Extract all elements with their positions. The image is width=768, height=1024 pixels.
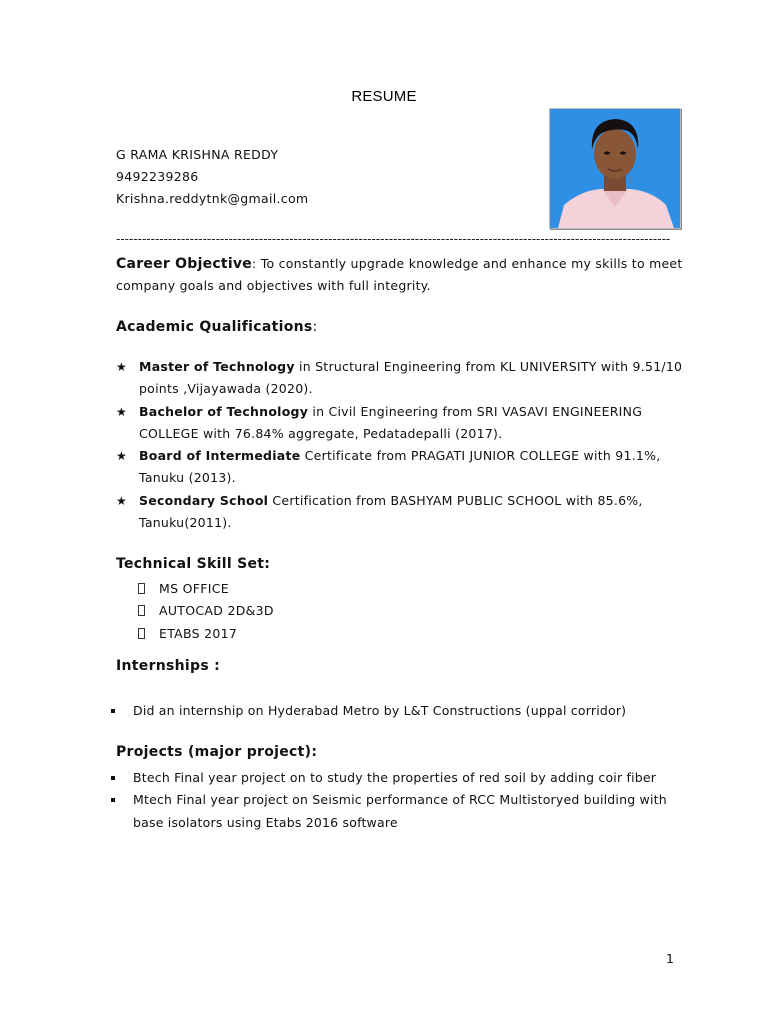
internships-heading: Internships : [116,658,221,674]
list-item [116,490,686,535]
qualification-title: Master of Technology [139,359,295,374]
email-address[interactable]: Krishna.reddytnk@gmail.com [116,191,309,206]
career-objective-text: : To constantly upgrade knowledge and enhance my skills to meet company goals and objectives with full integrity. [116,256,683,293]
qualification-details: in Civil Engineering from SRI VASAVI ENGINEERING COLLEGE with 76.84% aggregate, Pedatadepalli (2017). [139,403,643,441]
star-icon: ★ [116,404,128,419]
career-objective-heading: Career Objective [116,256,253,272]
project-text: Btech Final year project on to study the properties of red soil by adding coir fiber [133,770,657,785]
list-item [111,767,691,789]
list-item [111,700,691,722]
section-divider: -------------------------------------------------------------------------------------------------------------------------------- [116,232,671,246]
career-objective [116,253,686,297]
list-item [138,623,274,645]
profile-photo [549,108,681,229]
checkbox-icon [138,583,145,594]
skill-label: AUTOCAD 2D&3D [159,603,274,619]
square-bullet-icon [111,709,115,713]
academic-heading-text: Academic Qualifications [116,319,313,335]
qualification-details: in Structural Engineering from KL UNIVERSITY with 9.51/10 points ,Vijayawada (2020). [139,359,683,397]
skill-label: ETABS 2017 [159,625,238,641]
list-item [138,578,274,600]
list-item [116,445,686,490]
resume-title: RESUME [351,88,417,105]
list-item [116,356,686,401]
qualification-title: Board of Intermediate [139,448,301,464]
qualification-details: Certificate from PRAGATI JUNIOR COLLEGE with 91.1%, Tanuku (2013). [139,448,661,486]
academic-heading [116,319,318,335]
checkbox-icon [138,628,145,639]
qualification-title: Secondary School [139,492,269,508]
qualification-title: Bachelor of Technology [139,403,309,419]
list-item [138,600,274,622]
internship-text: Did an internship on Hyderabad Metro by L&T Constructions (uppal corridor) [133,703,627,718]
phone-number: 9492239286 [116,169,199,184]
star-icon: ★ [116,360,128,374]
academic-list [116,356,686,534]
list-item [111,789,691,834]
qualification-details: Certification from BASHYAM PUBLIC SCHOOL with 85.6%, Tanuku(2011). [139,492,643,531]
star-icon: ★ [116,493,128,508]
project-text: Mtech Final year project on Seismic performance of RCC Multistoryed building with base isolators using Etabs 2016 software [133,792,667,830]
square-bullet-icon [111,798,115,802]
candidate-name: G RAMA KRISHNA REDDY [116,147,279,162]
contact-block [116,144,308,210]
academic-heading-colon: : [312,319,318,335]
skills-list [138,578,274,645]
skills-heading: Technical Skill Set: [116,556,271,572]
list-item [116,401,686,446]
projects-list [111,767,691,834]
internships-list [111,700,691,722]
projects-heading: Projects (major project): [116,744,318,760]
page-number: 1 [666,951,674,966]
square-bullet-icon [111,776,115,780]
skill-label: MS OFFICE [159,581,229,596]
star-icon: ★ [116,449,128,464]
checkbox-icon [138,605,145,616]
